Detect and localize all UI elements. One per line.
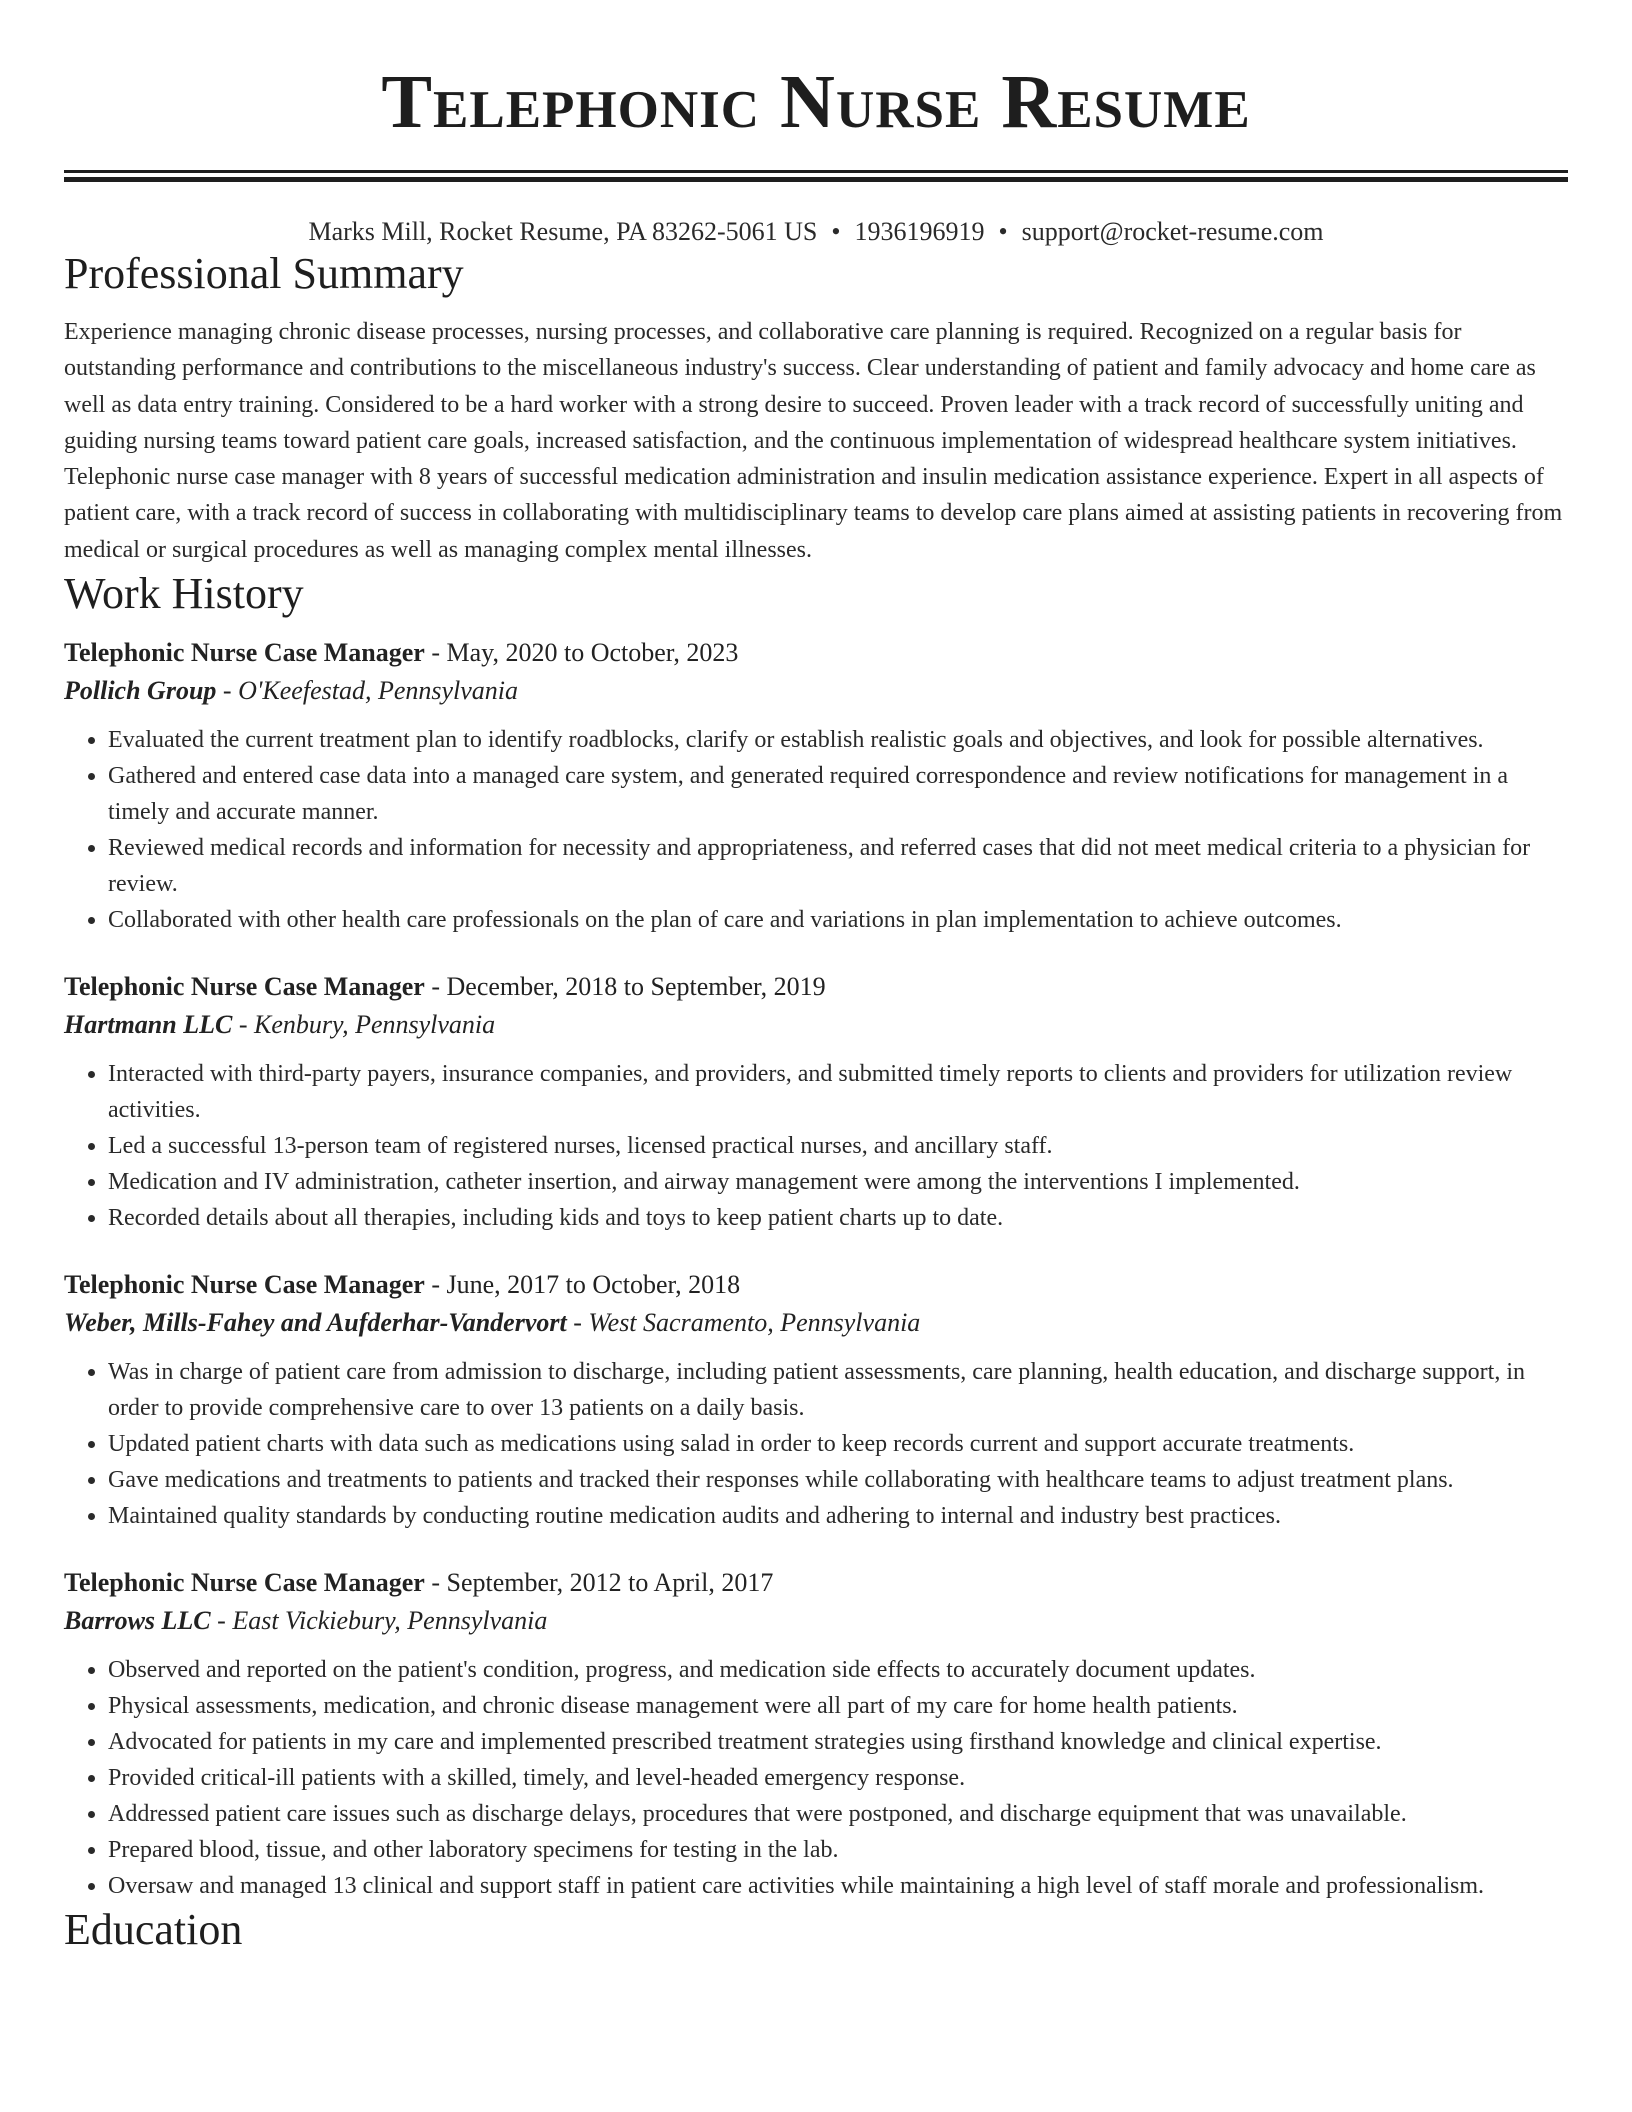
- job-title: Telephonic Nurse Case Manager: [64, 1270, 425, 1300]
- duty-item: • Observed and reported on the patient's condition, progress, and medication side effects to accurately document updates.: [108, 1652, 1568, 1688]
- employer-name: Hartmann LLC: [64, 1010, 233, 1040]
- duty-item: • Reviewed medical records and information for necessity and appropriateness, and referred cases that did not meet medical criteria to a physician for review.: [108, 830, 1568, 902]
- duty-item: • Evaluated the current treatment plan to identify roadblocks, clarify or establish realistic goals and objectives, and look for possible alternatives.: [108, 722, 1568, 758]
- job-dates: - May, 2020 to October, 2023: [424, 638, 739, 668]
- resume-title: Telephonic Nurse Resume: [381, 60, 1251, 144]
- contact-separator: •: [831, 217, 841, 246]
- employer-location: - West Sacramento, Pennsylvania: [566, 1308, 921, 1338]
- job-title: Telephonic Nurse Case Manager: [64, 638, 425, 668]
- title-divider: [64, 170, 1568, 182]
- duty-item: • Oversaw and managed 13 clinical and support staff in patient care activities while maintaining a high level of staff morale and professionalism.: [108, 1868, 1568, 1904]
- duty-list: [64, 1354, 1568, 1534]
- duty-item: • Interacted with third-party payers, insurance companies, and providers, and submitted timely reports to clients and providers for utilization review activities.: [108, 1056, 1568, 1128]
- contact-phone: 1936196919: [854, 217, 985, 246]
- employer-line: [64, 1602, 1568, 1640]
- employer-location: - Kenbury, Pennsylvania: [232, 1010, 496, 1040]
- duty-item: • Gathered and entered case data into a managed care system, and generated required correspondence and review notifications for management in a timely and accurate manner.: [108, 758, 1568, 830]
- employer-line: [64, 672, 1568, 710]
- duty-item: • Physical assessments, medication, and chronic disease management were all part of my care for home health patients.: [108, 1688, 1568, 1724]
- duty-item: • Gave medications and treatments to patients and tracked their responses while collaborating with healthcare teams to adjust treatment plans.: [108, 1462, 1568, 1498]
- duty-item: • Provided critical-ill patients with a skilled, timely, and level-headed emergency response.: [108, 1760, 1568, 1796]
- summary-heading: Professional Summary: [64, 249, 464, 298]
- contact-separator: •: [998, 217, 1008, 246]
- education-heading: Education: [64, 1905, 243, 1955]
- job-title-line: [64, 1266, 1568, 1304]
- employer-name: Barrows LLC: [64, 1606, 211, 1636]
- job-title: Telephonic Nurse Case Manager: [64, 1568, 425, 1598]
- duty-item: • Prepared blood, tissue, and other laboratory specimens for testing in the lab.: [108, 1832, 1568, 1868]
- job-title-line: [64, 968, 1568, 1006]
- duty-list: [64, 1056, 1568, 1236]
- job-dates: - December, 2018 to September, 2019: [424, 972, 826, 1002]
- employer-line: [64, 1006, 1568, 1044]
- job-entry: [64, 634, 1568, 938]
- duty-item: • Updated patient charts with data such as medications using salad in order to keep records current and support accurate treatments.: [108, 1426, 1568, 1462]
- duty-list: [64, 1652, 1568, 1904]
- summary-text: Experience managing chronic disease processes, nursing processes, and collaborative care planning is required. Recognized on a regular basis for outstanding performance and contributions to the miscellaneous industry's success. Clear understanding of patient and family advocacy and home care as well as data entry training. Considered to be a hard worker with a strong desire to succeed. Proven leader with a track record of successfully uniting and guiding nursing teams toward patient care goals, increased satisfaction, and the continuous implementation of widespread healthcare system initiatives. Telephonic nurse case manager with 8 years of successful medication administration and insulin medication assistance experience. Expert in all aspects of patient care, with a track record of success in collaborating with multidisciplinary teams to develop care plans aimed at assisting patients in recovering from medical or surgical procedures as well as managing complex mental illnesses.: [64, 319, 1563, 563]
- job-entry: [64, 1266, 1568, 1534]
- employer-location: - East Vickiebury, Pennsylvania: [210, 1606, 548, 1636]
- job-entry: [64, 968, 1568, 1236]
- duty-item: • Maintained quality standards by conducting routine medication audits and adhering to internal and industry best practices.: [108, 1498, 1568, 1534]
- job-title-line: [64, 634, 1568, 672]
- employer-line: [64, 1304, 1568, 1342]
- duty-item: • Led a successful 13-person team of registered nurses, licensed practical nurses, and ancillary staff.: [108, 1128, 1568, 1164]
- duty-item: • Addressed patient care issues such as discharge delays, procedures that were postponed, and discharge equipment that was unavailable.: [108, 1796, 1568, 1832]
- duty-item: • Was in charge of patient care from admission to discharge, including patient assessments, care planning, health education, and discharge support, in order to provide comprehensive care to over 13 patients on a daily basis.: [108, 1354, 1568, 1426]
- contact-address: Marks Mill, Rocket Resume, PA 83262-5061 US: [308, 217, 818, 246]
- job-dates: - June, 2017 to October, 2018: [424, 1270, 741, 1300]
- contact-email: support@rocket-resume.com: [1021, 217, 1324, 246]
- employer-location: - O'Keefestad, Pennsylvania: [216, 676, 519, 706]
- work-history-heading: Work History: [64, 569, 304, 619]
- duty-item: • Advocated for patients in my care and implemented prescribed treatment strategies using firsthand knowledge and clinical expertise.: [108, 1724, 1568, 1760]
- job-entry: [64, 1564, 1568, 1904]
- duty-list: [64, 722, 1568, 938]
- duty-item: • Collaborated with other health care professionals on the plan of care and variations in plan implementation to achieve outcomes.: [108, 902, 1568, 938]
- employer-name: Pollich Group: [64, 676, 217, 706]
- duty-item: • Medication and IV administration, catheter insertion, and airway management were among the interventions I implemented.: [108, 1164, 1568, 1200]
- duty-item: • Recorded details about all therapies, including kids and toys to keep patient charts up to date.: [108, 1200, 1568, 1236]
- contact-line: [64, 216, 1568, 248]
- job-title: Telephonic Nurse Case Manager: [64, 972, 425, 1002]
- employer-name: Weber, Mills-Fahey and Aufderhar-Vandervort: [64, 1308, 567, 1338]
- job-title-line: [64, 1564, 1568, 1602]
- job-dates: - September, 2012 to April, 2017: [424, 1568, 774, 1598]
